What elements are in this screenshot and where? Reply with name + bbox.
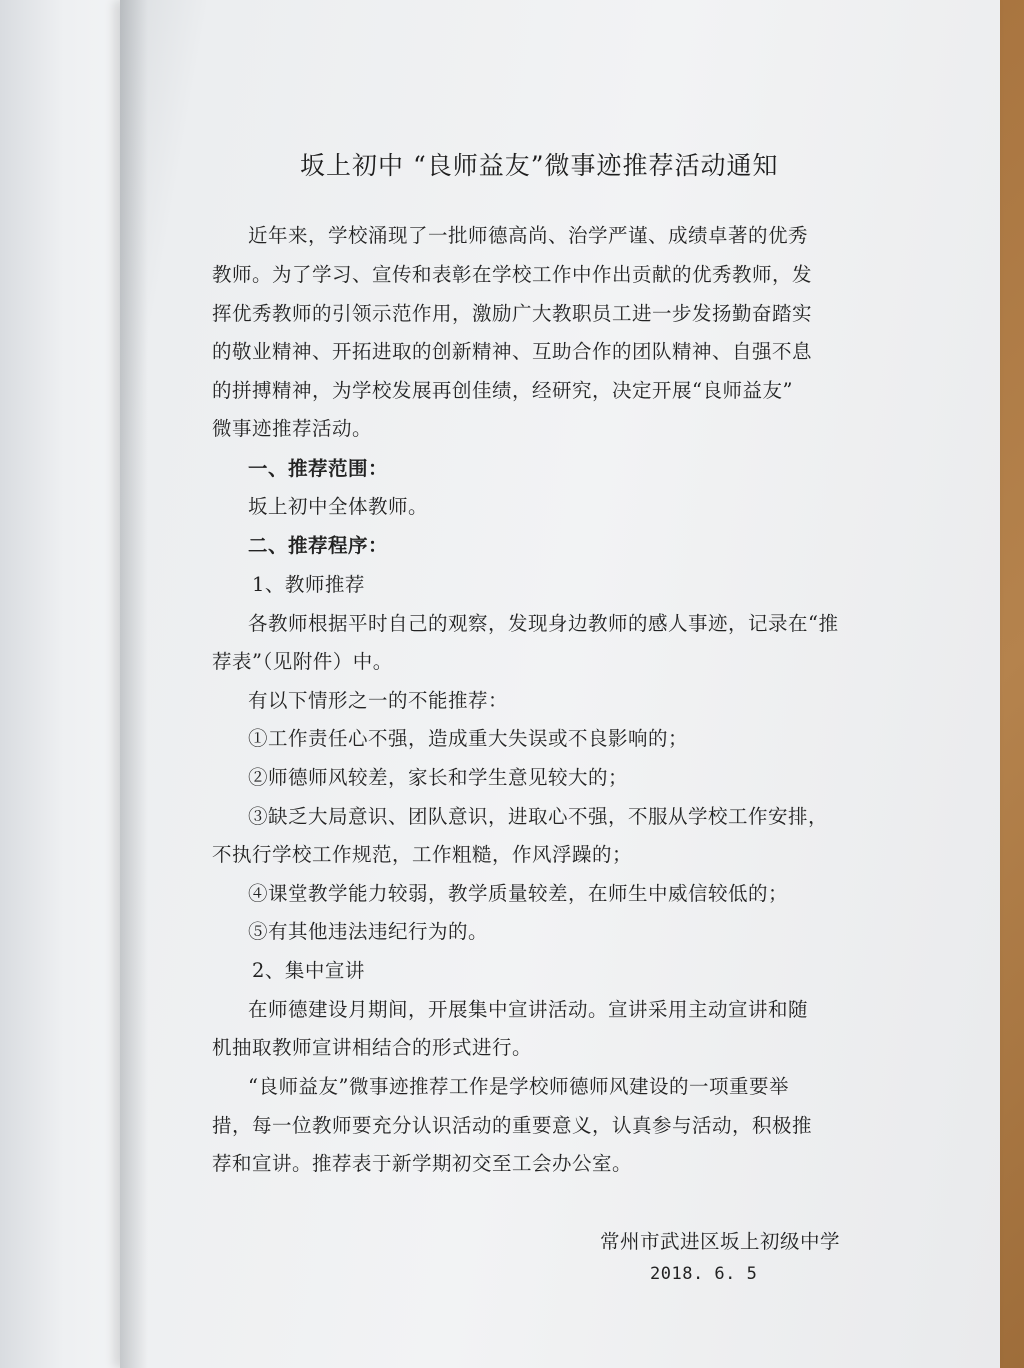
intro-line: 微事迹推荐活动。 [212, 417, 373, 440]
exclusion-intro: 有以下情形之一的不能推荐： [248, 689, 509, 712]
document-title: 坂上初中 “良师益友”微事迹推荐活动通知 [300, 151, 779, 180]
exclusion-item: ②师德师风较差，家长和学生意见较大的； [248, 766, 629, 789]
section1-text: 坂上初中全体教师。 [248, 495, 429, 518]
intro-line: 近年来，学校涌现了一批师德高尚、治学严谨、成绩卓著的优秀 [248, 224, 809, 247]
intro-line: 挥优秀教师的引领示范作用，激励广大教职员工进一步发扬勤奋踏实 [212, 302, 813, 325]
section1-heading: 一、推荐范围： [248, 457, 389, 480]
closing-line: 荐和宣讲。推荐表于新学期初交至工会办公室。 [212, 1152, 633, 1175]
closing-line: 措，每一位教师要充分认识活动的重要意义，认真参与活动，积极推 [212, 1114, 813, 1137]
sub2-heading: 2、集中宣讲 [252, 959, 365, 982]
exclusion-item: ⑤有其他违法违纪行为的。 [248, 920, 489, 943]
signature: 常州市武进区坂上初级中学 [600, 1230, 841, 1253]
sub2-text-line: 机抽取教师宣讲相结合的形式进行。 [212, 1036, 533, 1059]
exclusion-item: ①工作责任心不强，造成重大失误或不良影响的； [248, 727, 689, 750]
closing-line: “良师益友”微事迹推荐工作是学校师德师风建设的一项重要举 [248, 1075, 789, 1098]
exclusion-item: 不执行学校工作规范，工作粗糙，作风浮躁的； [212, 843, 633, 866]
intro-line: 的敬业精神、开拓进取的创新精神、互助合作的团队精神、自强不息 [212, 340, 813, 363]
sub1-text-line: 各教师根据平时自己的观察，发现身边教师的感人事迹，记录在“推 [248, 612, 839, 635]
document-date: 2018. 6. 5 [650, 1264, 758, 1284]
sub2-text-line: 在师德建设月期间，开展集中宣讲活动。宣讲采用主动宣讲和随 [248, 998, 809, 1021]
sub1-text-line: 荐表”（见附件）中。 [212, 650, 393, 673]
sub1-heading: 1、教师推荐 [252, 573, 365, 596]
section2-heading: 二、推荐程序： [248, 534, 389, 557]
exclusion-item: ④课堂教学能力较弱，教学质量较差，在师生中威信较低的； [248, 882, 789, 905]
page-gutter-shadow [120, 0, 148, 1368]
exclusion-item: ③缺乏大局意识、团队意识，进取心不强，不服从学校工作安排， [248, 805, 829, 828]
intro-line: 的拼搏精神，为学校发展再创佳绩，经研究，决定开展“良师益友” [212, 379, 793, 402]
intro-line: 教师。为了学习、宣传和表彰在学校工作中作出贡献的优秀教师，发 [212, 263, 813, 286]
